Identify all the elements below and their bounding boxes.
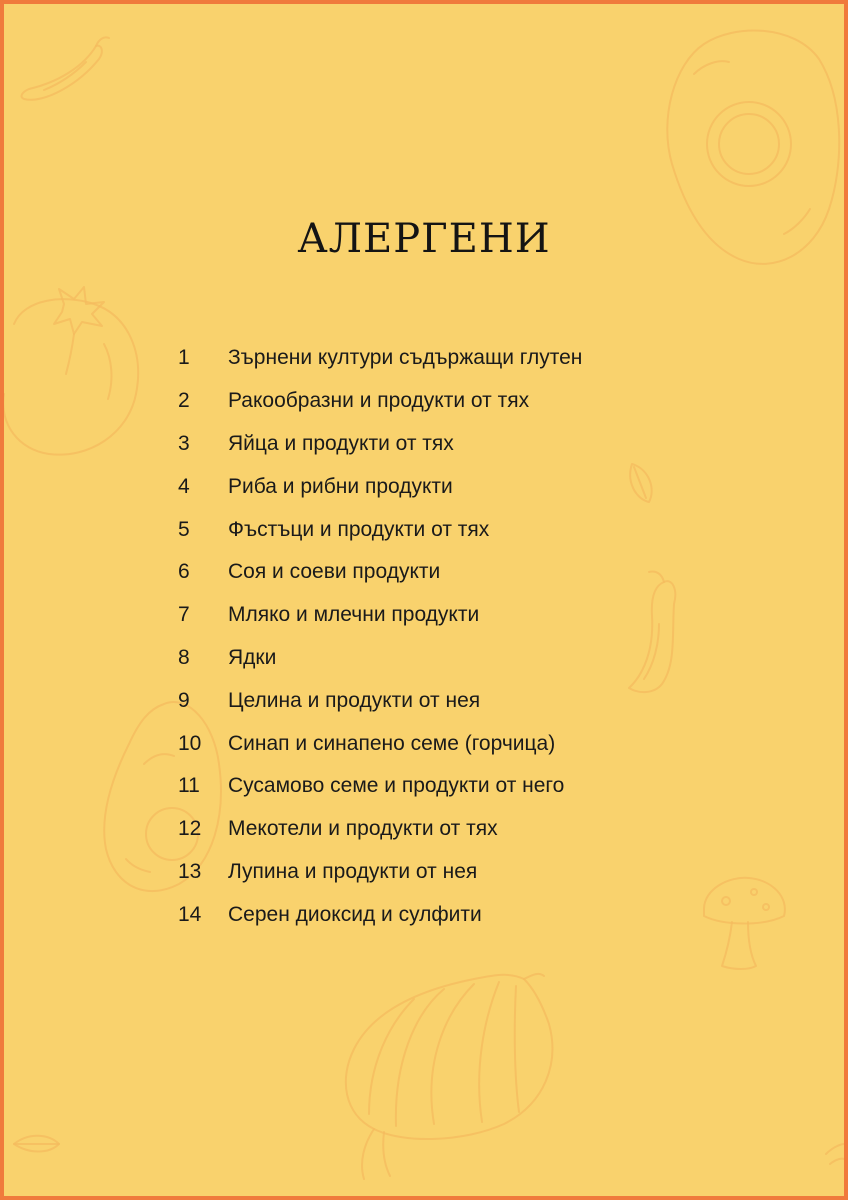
allergen-label: Целина и продукти от нея — [228, 688, 481, 712]
allergen-item — [178, 508, 582, 551]
tomato-icon — [4, 287, 138, 455]
allergen-label: Синап и синапено семе (горчица) — [228, 731, 556, 755]
allergen-item — [178, 808, 582, 851]
allergen-item — [178, 380, 582, 423]
allergen-item — [178, 551, 582, 594]
allergen-number: 12 — [178, 817, 202, 841]
allergen-number: 8 — [178, 645, 190, 669]
mushroom-icon — [704, 878, 785, 969]
allergen-item — [178, 423, 582, 466]
allergen-item — [178, 893, 582, 936]
pepper-icon — [629, 571, 675, 692]
allergen-item — [178, 679, 582, 722]
leaf-icon — [630, 464, 651, 502]
chili-pepper-icon — [22, 37, 109, 99]
allergen-label: Мляко и млечни продукти — [228, 603, 480, 627]
allergen-number: 3 — [178, 431, 190, 455]
page-title: АЛЕРГЕНИ — [297, 216, 551, 262]
allergen-label: Сусамово семе и продукти от него — [228, 774, 565, 798]
allergen-label: Соя и соеви продукти — [228, 560, 441, 584]
allergen-label: Серен диоксид и сулфити — [228, 902, 482, 926]
allergen-label: Ядки — [228, 645, 277, 669]
allergen-number: 4 — [178, 474, 190, 498]
allergen-label: Зърнени култури съдържащи глутен — [228, 346, 583, 370]
allergen-label: Ракообразни и продукти от тях — [228, 389, 530, 413]
allergen-number: 14 — [178, 902, 202, 926]
allergen-list — [178, 337, 582, 936]
allergen-label: Мекотели и продукти от тях — [228, 817, 498, 841]
allergen-item — [178, 765, 582, 808]
allergen-item — [178, 722, 582, 765]
allergen-item — [178, 465, 582, 508]
allergen-label: Риба и рибни продукти — [228, 474, 453, 498]
onion-icon — [346, 974, 553, 1179]
herb-icon — [826, 1144, 844, 1164]
allergen-number: 11 — [178, 774, 200, 798]
allergen-label: Лупина и продукти от нея — [228, 859, 478, 883]
allergen-number: 2 — [178, 389, 190, 413]
allergen-item — [178, 594, 582, 637]
allergen-item — [178, 337, 582, 380]
allergen-item — [178, 637, 582, 680]
allergen-number: 7 — [178, 603, 190, 627]
allergen-number: 10 — [178, 731, 202, 755]
allergen-label: Фъстъци и продукти от тях — [228, 517, 490, 541]
allergen-number: 5 — [178, 517, 190, 541]
allergen-label: Яйца и продукти от тях — [228, 431, 454, 455]
allergen-number: 13 — [178, 859, 202, 883]
allergen-number: 1 — [178, 346, 190, 370]
allergen-number: 9 — [178, 688, 190, 712]
herb-icon — [14, 1136, 59, 1152]
allergen-item — [178, 851, 582, 894]
allergen-number: 6 — [178, 560, 190, 584]
